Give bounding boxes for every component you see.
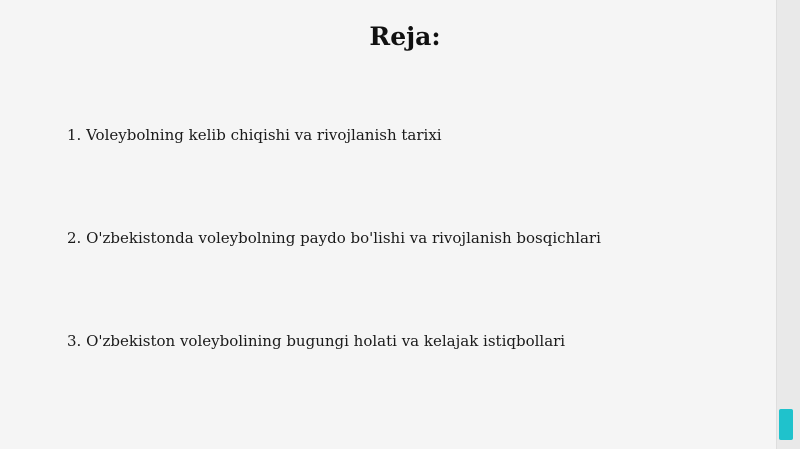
plan-item-2: 2. O'zbekistonda voleybolning paydo bo'lishi va rivojlanish bosqichlari xyxy=(67,229,601,247)
plan-item-1: 1. Voleybolning kelib chiqishi va rivojlanish tarixi xyxy=(67,126,442,144)
plan-item-3: 3. O'zbekiston voleybolining bugungi holati va kelajak istiqbollari xyxy=(67,332,566,350)
vertical-scrollbar[interactable] xyxy=(776,0,800,449)
slide-title: Reja: xyxy=(369,22,441,51)
scrollbar-thumb[interactable] xyxy=(779,409,793,440)
